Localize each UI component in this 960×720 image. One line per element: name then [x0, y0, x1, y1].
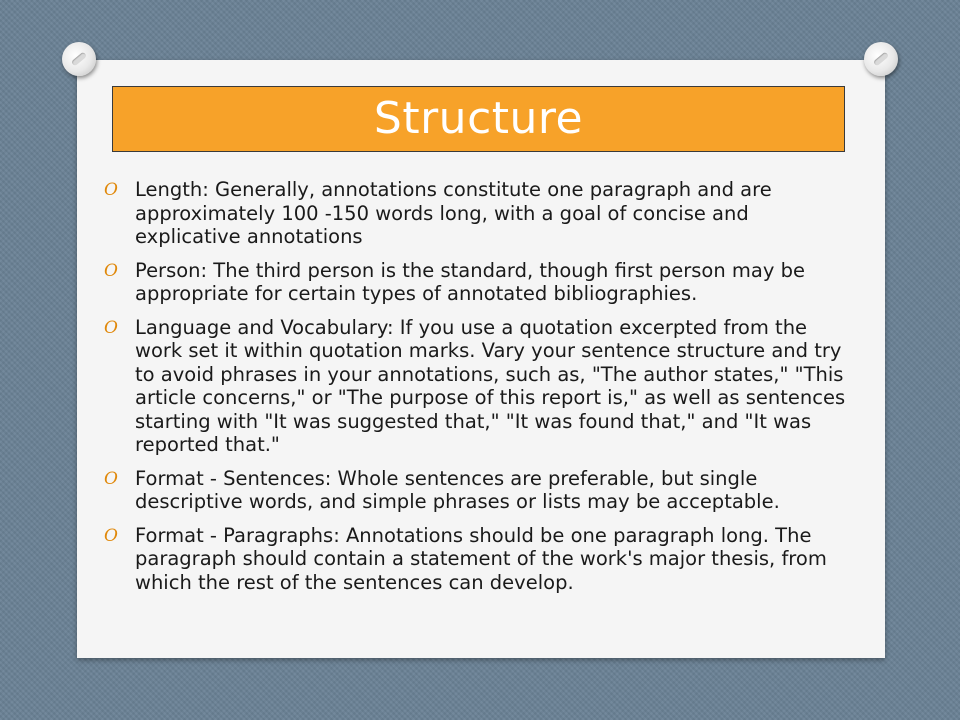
list-item	[104, 467, 856, 514]
item-heading: Format	[135, 466, 204, 490]
bullet-o-icon: O	[104, 260, 118, 281]
item-heading: Person	[135, 258, 201, 282]
item-heading: Length	[135, 178, 203, 201]
item-heading: Language and Vocabulary	[135, 315, 387, 339]
item-text: : If you use a quotation excerpted from the work set it within quotation marks. Vary your sentence structure and try to avoid phrases in your annotations, such as, "The author states," "This article concerns," or "The purpose of this report is," as well as sentences starting with "It was suggested that," "It was found that," and "It was reported that."	[135, 315, 846, 456]
bullet-list	[104, 178, 856, 604]
slide-title: Structure	[373, 93, 584, 144]
bullet-o-icon: O	[104, 317, 118, 338]
bullet-o-icon: O	[104, 525, 118, 546]
list-item	[104, 178, 856, 249]
list-item	[104, 259, 856, 306]
list-item	[104, 316, 856, 457]
item-text: : Generally, annotations constitute one paragraph and are approximately 100 -150 words long, with a goal of concise and explicative annotations	[135, 178, 772, 248]
item-text: : The third person is the standard, though first person may be appropriate for certain types of annotated bibliographies.	[135, 258, 805, 305]
bullet-o-icon: O	[104, 468, 118, 489]
title-banner	[112, 86, 845, 152]
item-text: - Paragraphs: Annotations should be one paragraph long. The paragraph should contain a statement of the work's major thesis, from which the rest of the sentences can develop.	[135, 523, 827, 594]
item-heading: Format	[135, 523, 204, 547]
bullet-o-icon: O	[104, 180, 118, 200]
thumbtack-icon	[864, 42, 898, 76]
list-item	[104, 524, 856, 595]
item-text: - Sentences: Whole sentences are preferable, but single descriptive words, and simple phrases or lists may be acceptable.	[135, 466, 780, 513]
thumbtack-icon	[62, 42, 96, 76]
